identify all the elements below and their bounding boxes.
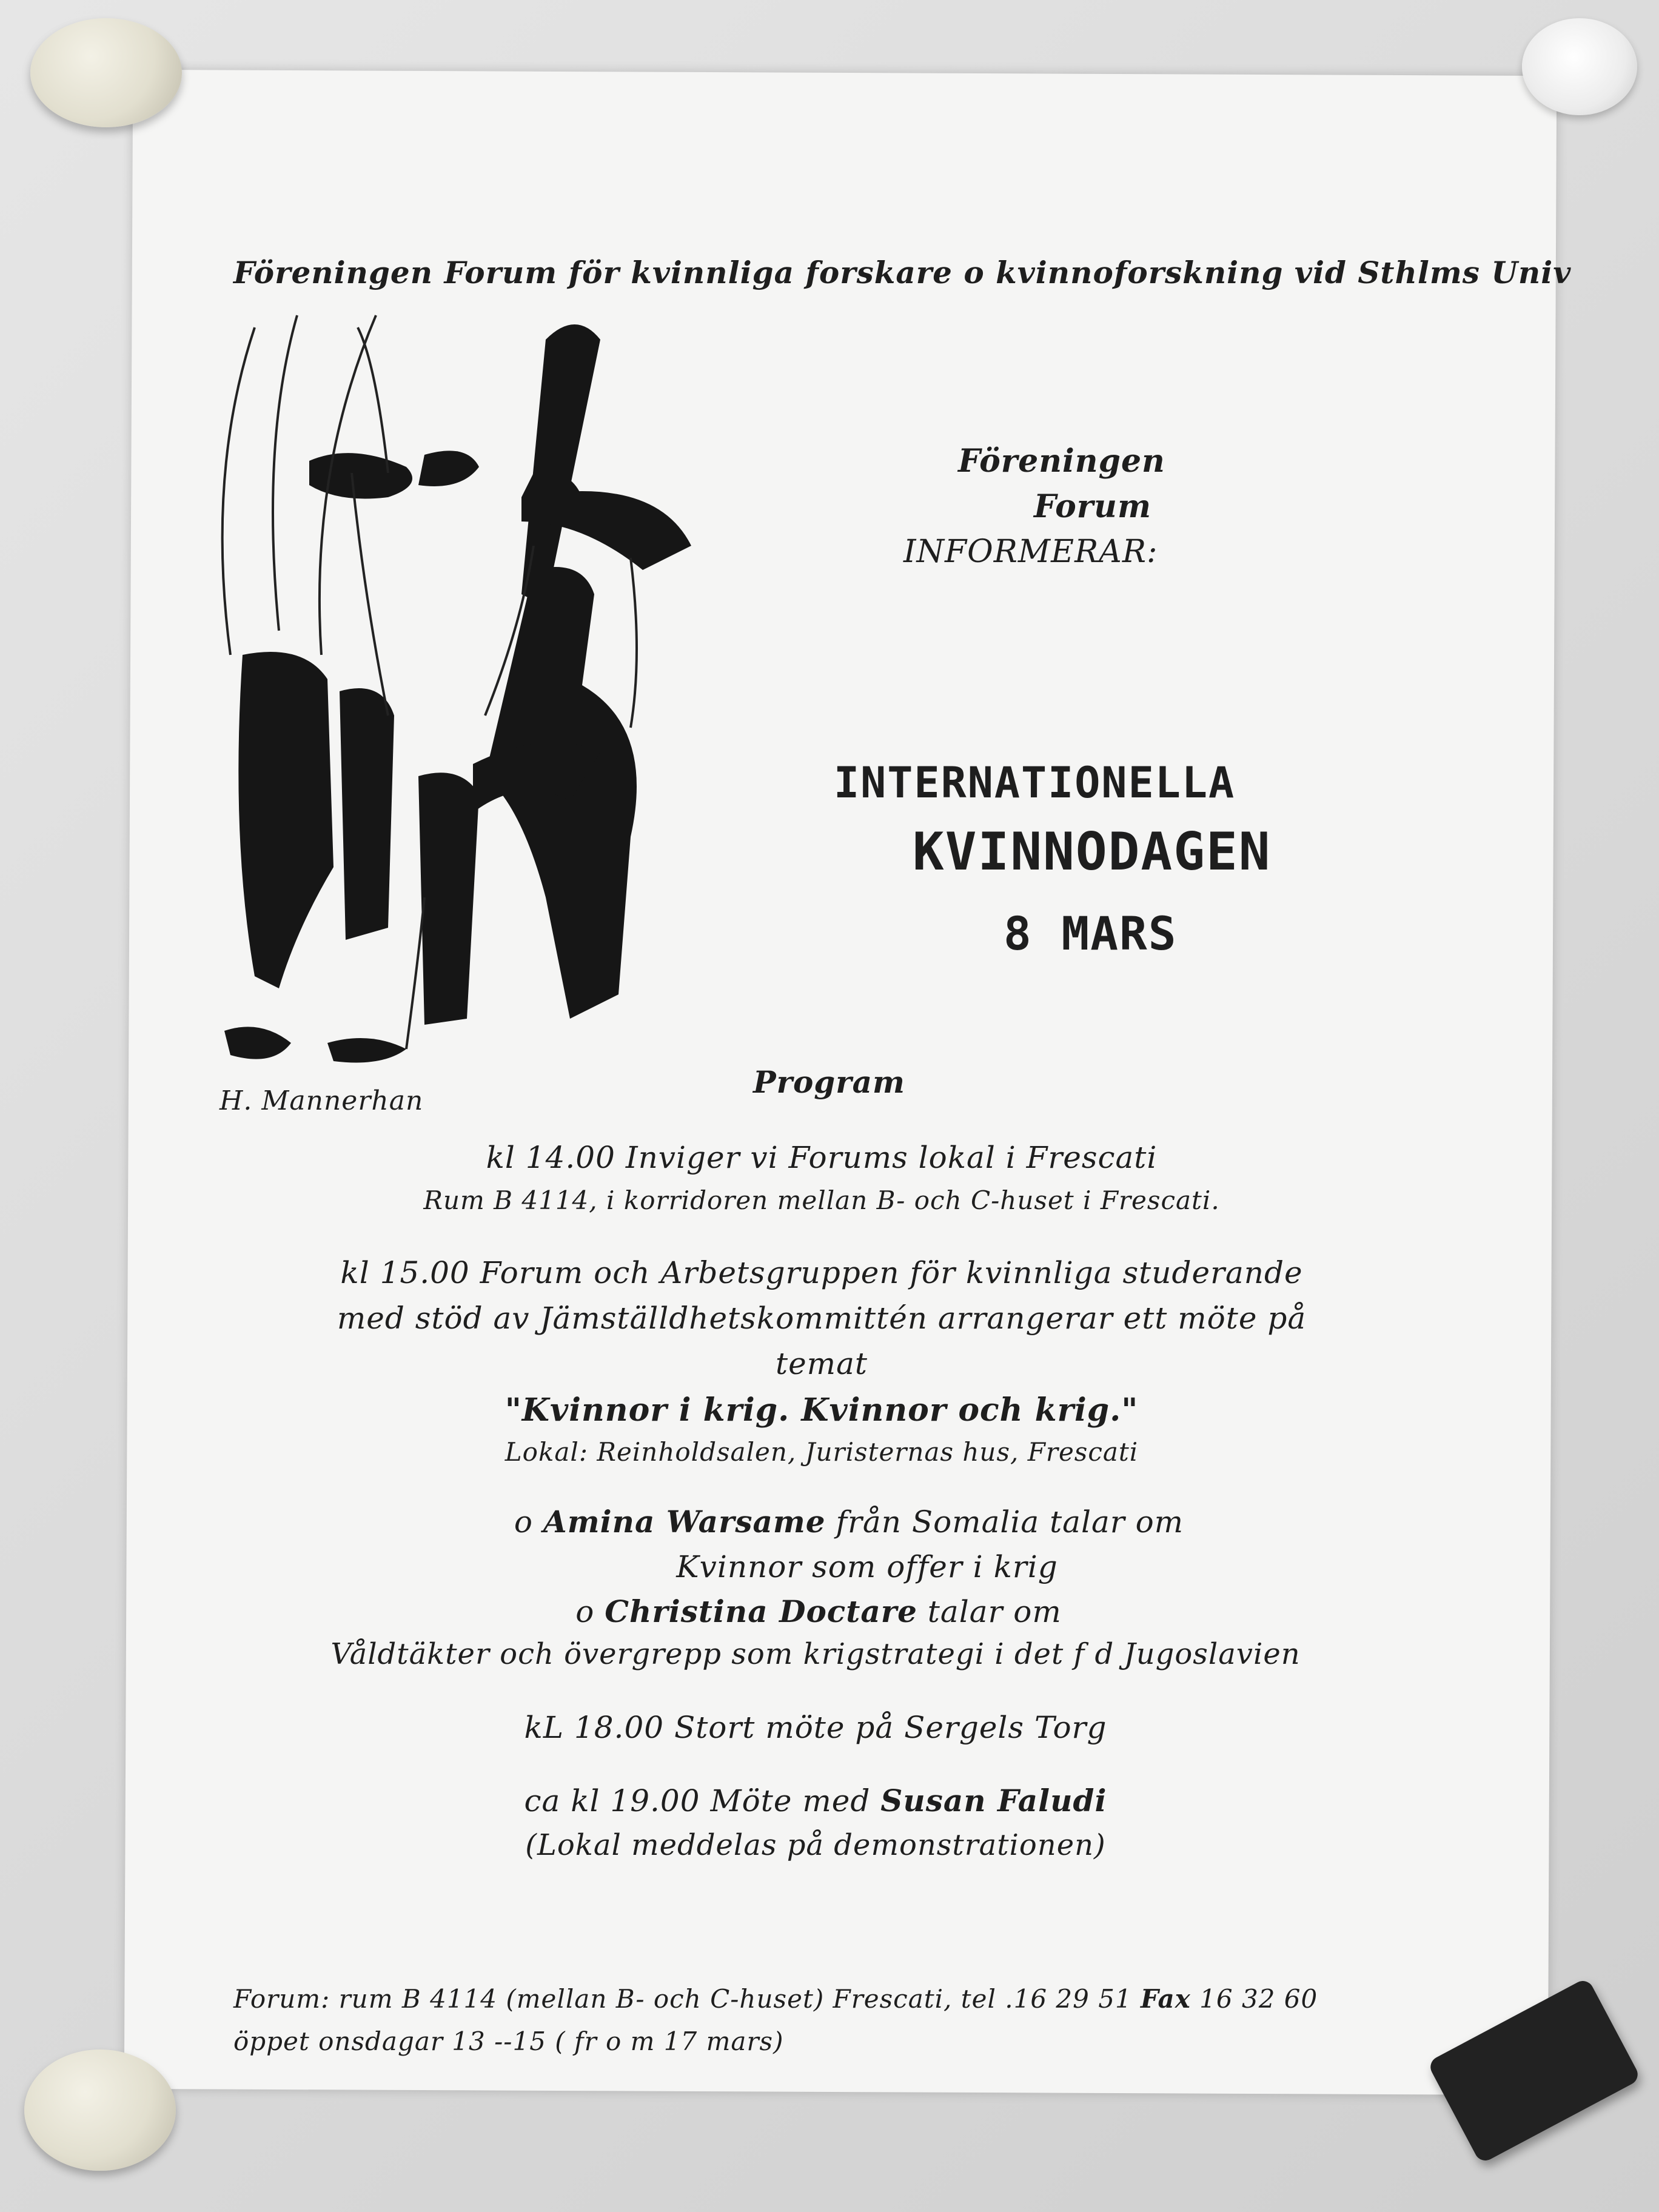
association-line: Föreningen Forum för kvinnliga forskare o kvinnoforskning vid Sthlms Univ <box>233 255 1572 290</box>
program-theme: "Kvinnor i krig. Kvinnor och krig." <box>504 1392 1139 1429</box>
speaker-1-name: Amina Warsame <box>543 1504 826 1540</box>
magnet-top-left <box>30 18 182 127</box>
informs-line-3: INFORMERAR: <box>903 534 1158 570</box>
footer-fax-label: Fax <box>1141 1984 1191 2014</box>
speaker-1-topic: Kvinnor som offer i krig <box>676 1549 1058 1584</box>
program-item2-line1: kl 15.00 Forum och Arbetsgruppen för kvinnliga studerande <box>340 1255 1303 1290</box>
informs-line-2: Forum <box>1034 488 1151 525</box>
footer-line-1 <box>233 1984 1318 2014</box>
headline-date: 8 MARS <box>1004 907 1178 960</box>
speaker-2-rest: talar om <box>927 1594 1062 1629</box>
magnet-top-right <box>1522 18 1637 115</box>
program-item4-prefix: ca kl 19.00 Möte med <box>524 1783 871 1818</box>
speaker-2-topic: Våldtäkter och övergrepp som krigstrategi i det f d Jugoslavien <box>330 1637 1301 1671</box>
program-item3: kL 18.00 Stort möte på Sergels Torg <box>524 1710 1107 1745</box>
informs-line-1: Föreningen <box>958 443 1165 480</box>
program-item4-name: Susan Faludi <box>880 1783 1107 1818</box>
program-item2-line3: temat <box>776 1346 868 1381</box>
program-item1-sub: Rum B 4114, i korridoren mellan B- och C-huset i Frescati. <box>423 1185 1220 1215</box>
footer-line-2: öppet onsdagar 13 --15 ( fr o m 17 mars) <box>233 2026 784 2056</box>
program-venue: Lokal: Reinholdsalen, Juristernas hus, Frescati <box>504 1437 1139 1467</box>
headline-women-day: KVINNODAGEN <box>913 822 1272 882</box>
speaker-1-prefix: o <box>514 1504 534 1540</box>
speaker-2-line <box>575 1594 1062 1629</box>
program-title: Program <box>753 1064 905 1100</box>
headline-international: INTERNATIONELLA <box>834 758 1236 808</box>
artist-signature: H. Mannerhan <box>220 1085 424 1116</box>
speaker-1-line <box>514 1504 1184 1540</box>
program-item1-main: kl 14.00 Inviger vi Forums lokal i Frescati <box>486 1140 1158 1175</box>
footer-fax-number: 16 32 60 <box>1199 1984 1318 2014</box>
speaker-1-rest: från Somalia talar om <box>836 1504 1184 1540</box>
program-item4-line <box>525 1783 1107 1818</box>
program-item2-line2: med stöd av Jämställdhetskommittén arrangerar ett möte på <box>337 1301 1307 1336</box>
figures-illustration <box>206 291 788 1128</box>
magnet-bottom-left <box>24 2049 176 2171</box>
program-item4-note: (Lokal meddelas på demonstrationen) <box>525 1828 1106 1862</box>
footer-address: Forum: rum B 4114 (mellan B- och C-huset) Frescati, tel .16 29 51 <box>233 1984 1132 2014</box>
speaker-2-prefix: o <box>575 1594 595 1629</box>
speaker-2-name: Christina Doctare <box>605 1594 917 1629</box>
